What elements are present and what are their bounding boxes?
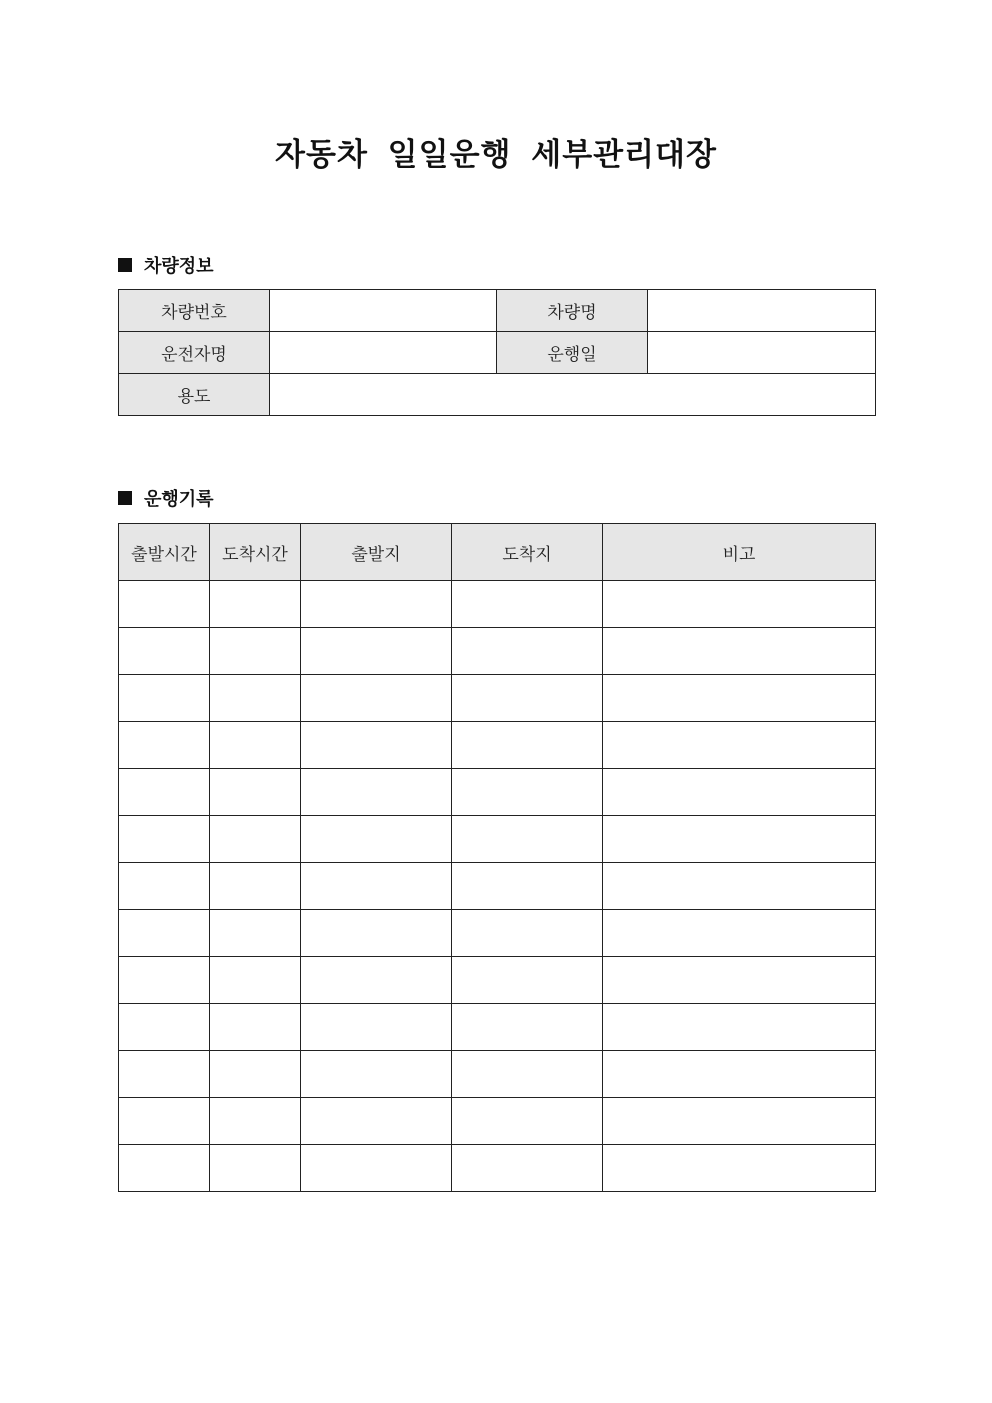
vehicle-info-row xyxy=(119,332,876,374)
table-row xyxy=(119,1004,876,1051)
remarks-cell[interactable] xyxy=(603,1098,876,1145)
table-row xyxy=(119,675,876,722)
arrival-time-cell[interactable] xyxy=(210,957,301,1004)
arrival-place-cell[interactable] xyxy=(452,675,603,722)
drive-log-table xyxy=(118,523,876,1192)
arrival-time-cell[interactable] xyxy=(210,1051,301,1098)
column-header-remarks: 비고 xyxy=(603,524,876,581)
drive-date-label: 운행일 xyxy=(497,332,648,374)
departure-place-cell[interactable] xyxy=(301,910,452,957)
arrival-place-cell[interactable] xyxy=(452,816,603,863)
remarks-cell[interactable] xyxy=(603,957,876,1004)
drive-log-heading-label: 운행기록 xyxy=(144,489,214,510)
arrival-time-cell[interactable] xyxy=(210,816,301,863)
table-row xyxy=(119,769,876,816)
arrival-place-cell[interactable] xyxy=(452,1145,603,1192)
departure-place-cell[interactable] xyxy=(301,863,452,910)
vehicle-info-row xyxy=(119,290,876,332)
departure-place-cell[interactable] xyxy=(301,1145,452,1192)
arrival-time-cell[interactable] xyxy=(210,581,301,628)
square-bullet-icon xyxy=(118,258,132,272)
departure-time-cell[interactable] xyxy=(119,957,210,1004)
departure-time-cell[interactable] xyxy=(119,1098,210,1145)
table-row xyxy=(119,1098,876,1145)
table-row xyxy=(119,628,876,675)
departure-place-cell[interactable] xyxy=(301,722,452,769)
table-row xyxy=(119,1051,876,1098)
driver-name-field[interactable] xyxy=(270,332,497,374)
table-row xyxy=(119,722,876,769)
table-row xyxy=(119,581,876,628)
departure-time-cell[interactable] xyxy=(119,628,210,675)
departure-time-cell[interactable] xyxy=(119,816,210,863)
arrival-time-cell[interactable] xyxy=(210,910,301,957)
arrival-place-cell[interactable] xyxy=(452,581,603,628)
arrival-time-cell[interactable] xyxy=(210,863,301,910)
vehicle-name-label: 차량명 xyxy=(497,290,648,332)
remarks-cell[interactable] xyxy=(603,628,876,675)
vehicle-info-row xyxy=(119,374,876,416)
remarks-cell[interactable] xyxy=(603,1051,876,1098)
remarks-cell[interactable] xyxy=(603,581,876,628)
departure-place-cell[interactable] xyxy=(301,769,452,816)
departure-time-cell[interactable] xyxy=(119,1145,210,1192)
departure-time-cell[interactable] xyxy=(119,910,210,957)
drive-log-header-row xyxy=(119,524,876,581)
departure-time-cell[interactable] xyxy=(119,722,210,769)
departure-place-cell[interactable] xyxy=(301,1051,452,1098)
remarks-cell[interactable] xyxy=(603,910,876,957)
remarks-cell[interactable] xyxy=(603,1004,876,1051)
driver-name-label: 운전자명 xyxy=(119,332,270,374)
arrival-time-cell[interactable] xyxy=(210,722,301,769)
document-title: 자동차 일일운행 세부관리대장 xyxy=(275,137,717,173)
departure-place-cell[interactable] xyxy=(301,1004,452,1051)
square-bullet-icon xyxy=(118,491,132,505)
departure-time-cell[interactable] xyxy=(119,1004,210,1051)
arrival-place-cell[interactable] xyxy=(452,1098,603,1145)
vehicle-info-table xyxy=(118,289,876,416)
vehicle-number-label: 차량번호 xyxy=(119,290,270,332)
table-row xyxy=(119,910,876,957)
departure-time-cell[interactable] xyxy=(119,769,210,816)
remarks-cell[interactable] xyxy=(603,816,876,863)
vehicle-name-field[interactable] xyxy=(648,290,876,332)
arrival-place-cell[interactable] xyxy=(452,628,603,675)
arrival-place-cell[interactable] xyxy=(452,1051,603,1098)
departure-place-cell[interactable] xyxy=(301,816,452,863)
departure-place-cell[interactable] xyxy=(301,957,452,1004)
arrival-place-cell[interactable] xyxy=(452,910,603,957)
arrival-time-cell[interactable] xyxy=(210,675,301,722)
column-header-arrival-time: 도착시간 xyxy=(210,524,301,581)
drive-log-body xyxy=(119,581,876,1192)
vehicle-info-heading-label: 차량정보 xyxy=(144,256,214,277)
remarks-cell[interactable] xyxy=(603,722,876,769)
departure-time-cell[interactable] xyxy=(119,1051,210,1098)
departure-place-cell[interactable] xyxy=(301,628,452,675)
column-header-arrival-place: 도착지 xyxy=(452,524,603,581)
departure-time-cell[interactable] xyxy=(119,863,210,910)
table-row xyxy=(119,957,876,1004)
table-row xyxy=(119,863,876,910)
table-row xyxy=(119,1145,876,1192)
departure-time-cell[interactable] xyxy=(119,581,210,628)
vehicle-info-heading xyxy=(118,253,214,277)
departure-place-cell[interactable] xyxy=(301,581,452,628)
arrival-time-cell[interactable] xyxy=(210,769,301,816)
arrival-time-cell[interactable] xyxy=(210,1004,301,1051)
vehicle-number-field[interactable] xyxy=(270,290,497,332)
departure-place-cell[interactable] xyxy=(301,1098,452,1145)
arrival-place-cell[interactable] xyxy=(452,722,603,769)
arrival-time-cell[interactable] xyxy=(210,628,301,675)
purpose-label: 용도 xyxy=(119,374,270,416)
remarks-cell[interactable] xyxy=(603,863,876,910)
arrival-place-cell[interactable] xyxy=(452,769,603,816)
arrival-time-cell[interactable] xyxy=(210,1098,301,1145)
drive-date-field[interactable] xyxy=(648,332,876,374)
purpose-field[interactable] xyxy=(270,374,876,416)
table-row xyxy=(119,816,876,863)
departure-time-cell[interactable] xyxy=(119,675,210,722)
remarks-cell[interactable] xyxy=(603,769,876,816)
remarks-cell[interactable] xyxy=(603,675,876,722)
arrival-place-cell[interactable] xyxy=(452,957,603,1004)
drive-log-heading xyxy=(118,486,214,510)
column-header-departure-time: 출발시간 xyxy=(119,524,210,581)
remarks-cell[interactable] xyxy=(603,1145,876,1192)
arrival-time-cell[interactable] xyxy=(210,1145,301,1192)
arrival-place-cell[interactable] xyxy=(452,1004,603,1051)
departure-place-cell[interactable] xyxy=(301,675,452,722)
arrival-place-cell[interactable] xyxy=(452,863,603,910)
column-header-departure-place: 출발지 xyxy=(301,524,452,581)
